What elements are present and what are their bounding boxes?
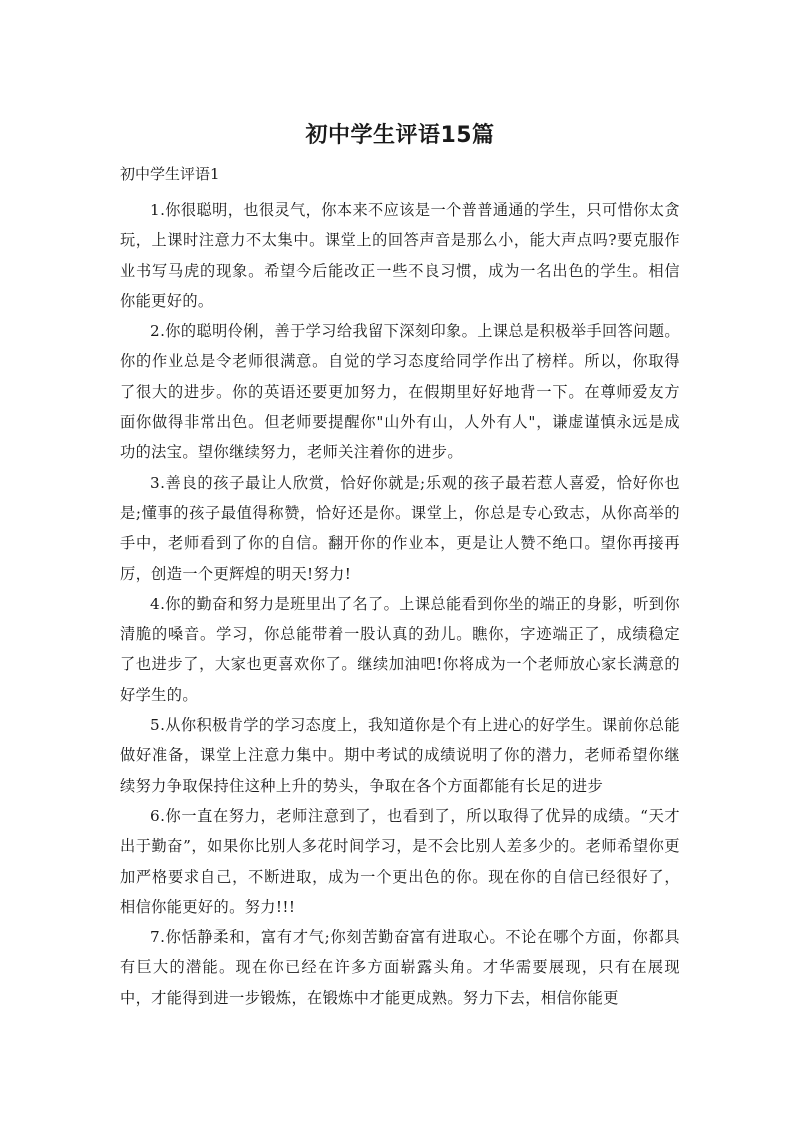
section-heading: 初中学生评语1 bbox=[120, 165, 220, 183]
comment-paragraph-1: 1.你很聪明，也很灵气，你本来不应该是一个普普通通的学生，只可惜你太贪玩，上课时注意力不太集中。课堂上的回答声音是那么小，能大声点吗?要克服作业书写马虎的现象。希望今后能改正一些不良习惯，成为一名出色的学生。相信你能更好的。 bbox=[120, 201, 680, 310]
comment-paragraph-3: 3.善良的孩子最让人欣赏，恰好你就是;乐观的孩子最若惹人喜爱，恰好你也是;懂事的孩子最值得称赞，恰好还是你。课堂上，你总是专心致志，从你高举的手中，老师看到了你的自信。翻开你的作业本，更是让人赞不绝口。望你再接再厉，创造一个更辉煌的明天!努力! bbox=[120, 473, 680, 583]
comment-paragraph-6: 6.你一直在努力，老师注意到了，也看到了，所以取得了优异的成绩。“天才出于勤奋”，如果你比别人多花时间学习，是不会比别人差多少的。老师希望你更加严格要求自己，不断进取，成为一个更出色的你。现在你的自信已经很好了，相信你能更好的。努力!!! bbox=[120, 806, 680, 916]
comment-paragraph-2: 2.你的聪明伶俐，善于学习给我留下深刻印象。上课总是积极举手回答问题。你的作业总是令老师很满意。自觉的学习态度给同学作出了榜样。所以，你取得了很大的进步。你的英语还要更加努力，在假期里好好地背一下。在尊师爱友方面你做得非常出色。但老师要提醒你"山外有山，人外有人"，谦虚谨慎永远是成功的法宝。望你继续努力，老师关注着你的进步。 bbox=[120, 322, 680, 462]
comment-paragraph-7: 7.你恬静柔和，富有才气;你刻苦勤奋富有进取心。不论在哪个方面，你都具有巨大的潜能。现在你已经在许多方面崭露头角。才华需要展现，只有在展现中，才能得到进一步锻炼，在锻炼中才能更成熟。努力下去，相信你能更 bbox=[120, 928, 680, 1007]
document-body bbox=[120, 195, 680, 1013]
comment-paragraph-4: 4.你的勤奋和努力是班里出了名了。上课总能看到你坐的端正的身影，听到你清脆的嗓音。学习，你总能带着一股认真的劲儿。瞧你，字迹端正了，成绩稳定了也进步了，大家也更喜欢你了。继续加油吧!你将成为一个老师放心家长满意的好学生的。 bbox=[120, 594, 680, 704]
document-title: 初中学生评语15篇 bbox=[305, 123, 495, 148]
comment-paragraph-5: 5.从你积极肯学的学习态度上，我知道你是个有上进心的好学生。课前你总能做好准备，课堂上注意力集中。期中考试的成绩说明了你的潜力，老师希望你继续努力争取保持住这种上升的势头，争取在各个方面都能有长足的进步 bbox=[120, 716, 680, 795]
